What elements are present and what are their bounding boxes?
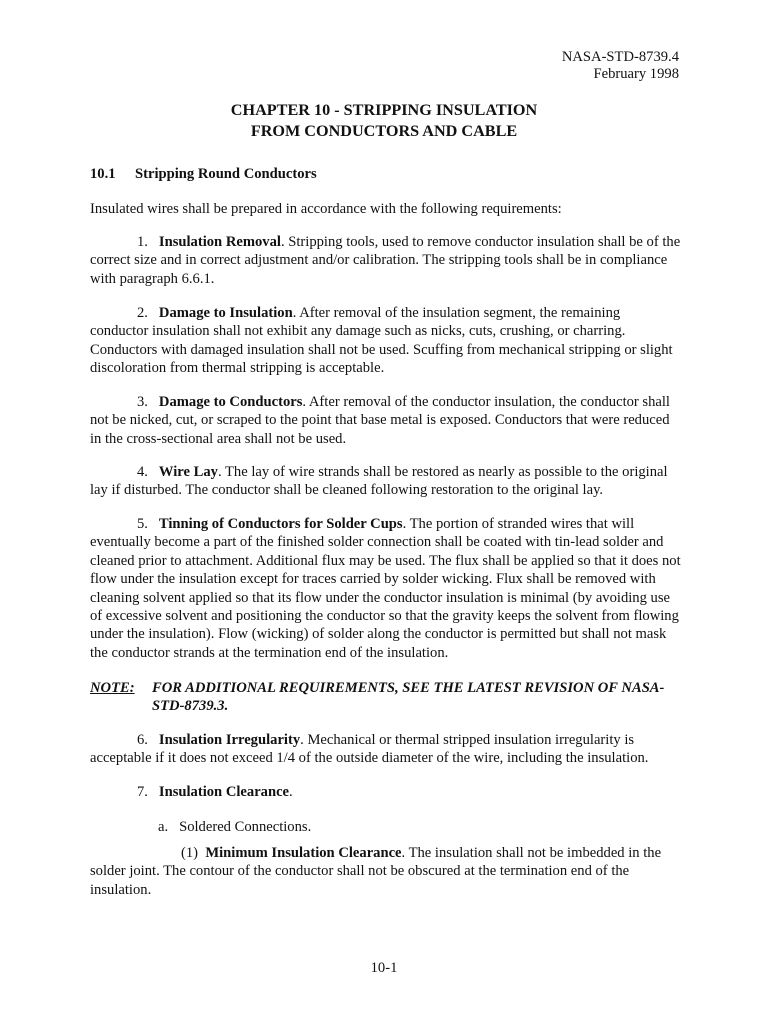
sub-item-title: Minimum Insulation Clearance [205, 845, 402, 861]
requirement-item-7 [90, 783, 682, 801]
requirement-item-1 [90, 233, 682, 288]
item-text: . After removal of the insulation segment, the remaining conductor insulation shall not exhibit any damage such as nicks, cuts, crushing, or charring. Conductors with damaged insulation shall not be used. Scuffing from mechanical stripping or slight discoloration from thermal stripping is acceptable. [90, 305, 673, 377]
requirement-item-6 [90, 731, 682, 768]
item-title: Insulation Removal [158, 234, 281, 250]
requirement-item-2 [90, 304, 682, 378]
section-heading [90, 165, 682, 183]
item-number: 2. [137, 305, 148, 321]
item-title: Tinning of Conductors for Solder Cups [158, 516, 403, 532]
document-id: NASA-STD-8739.4 [561, 49, 679, 65]
note-block [90, 679, 682, 716]
item-title: Insulation Clearance [158, 784, 290, 800]
document-header [562, 49, 679, 83]
sub-item-text: Soldered Connections. [179, 819, 312, 835]
item-text: . The lay of wire strands shall be restored as nearly as possible to the original lay if disturbed. The conductor shall be cleaned following restoration to the original lay. [90, 464, 668, 499]
section-title: Stripping Round Conductors [135, 166, 317, 182]
item-text: . The portion of stranded wires that will eventually become a part of the finished solder connection shall be coated with tin-lead solder and cleaned prior to attachment. Additional flux may be used. The flux shall be applied so that it does not flow under the insulation except for traces carried by solder wicking. Flux shall be removed with cleaning solvent applied so that its flow under the conductor insulation is minimal (by avoiding use of excessive solvent and positioning the conductor so that the gravity keeps the solvent from flowing under the insulation). Flow (wicking) of solder along the conductor is permitted but shall not mask the conductor strands at the termination end of the insulation. [90, 516, 681, 661]
intro-paragraph: Insulated wires shall be prepared in accordance with the following requirements: [90, 201, 562, 217]
sub-item-1 [90, 844, 682, 899]
sub-item-number: (1) [181, 845, 199, 861]
item-text: . [289, 784, 293, 800]
item-text: . Stripping tools, used to remove conductor insulation shall be of the correct size and in correct adjustment and/or calibration. The stripping tools shall be in compliance with paragraph 6.6.1. [90, 234, 681, 287]
requirement-item-4 [90, 463, 682, 500]
item-number: 7. [137, 784, 148, 800]
item-title: Wire Lay [158, 464, 218, 480]
item-text: . After removal of the conductor insulation, the conductor shall not be nicked, cut, or scraped to the point that base metal is exposed. Conductors that were reduced in the cross-sectional area shall not be used. [90, 394, 670, 447]
item-number: 3. [137, 394, 148, 410]
requirement-item-3 [90, 393, 682, 448]
note-text: FOR ADDITIONAL REQUIREMENTS, SEE THE LATEST REVISION OF NASA-STD-8739.3. [152, 680, 665, 715]
sub-item-label: a. [158, 819, 169, 835]
chapter-title-line2: FROM CONDUCTORS AND CABLE [250, 121, 518, 140]
section-number: 10.1 [90, 166, 116, 182]
item-title: Insulation Irregularity [158, 732, 301, 748]
item-title: Damage to Insulation [158, 305, 293, 321]
note-label: NOTE: [90, 680, 135, 696]
item-number: 1. [137, 234, 148, 250]
item-number: 6. [137, 732, 148, 748]
item-number: 5. [137, 516, 148, 532]
page-number: 10-1 [370, 960, 398, 976]
requirement-item-5 [90, 515, 682, 662]
item-number: 4. [137, 464, 148, 480]
sub-item-a [158, 818, 311, 836]
document-date: February 1998 [593, 66, 679, 82]
sub-item-text: . The insulation shall not be imbedded in the solder joint. The contour of the conductor shall not be obscured at the termination end of the insulation. [90, 845, 662, 898]
item-text: . Mechanical or thermal stripped insulation irregularity is acceptable if it does not exceed 1/4 of the outside diameter of the wire, including the insulation. [90, 732, 649, 767]
chapter-title-line1: CHAPTER 10 - STRIPPING INSULATION [230, 101, 538, 119]
item-title: Damage to Conductors [158, 394, 303, 410]
chapter-title [0, 100, 768, 141]
